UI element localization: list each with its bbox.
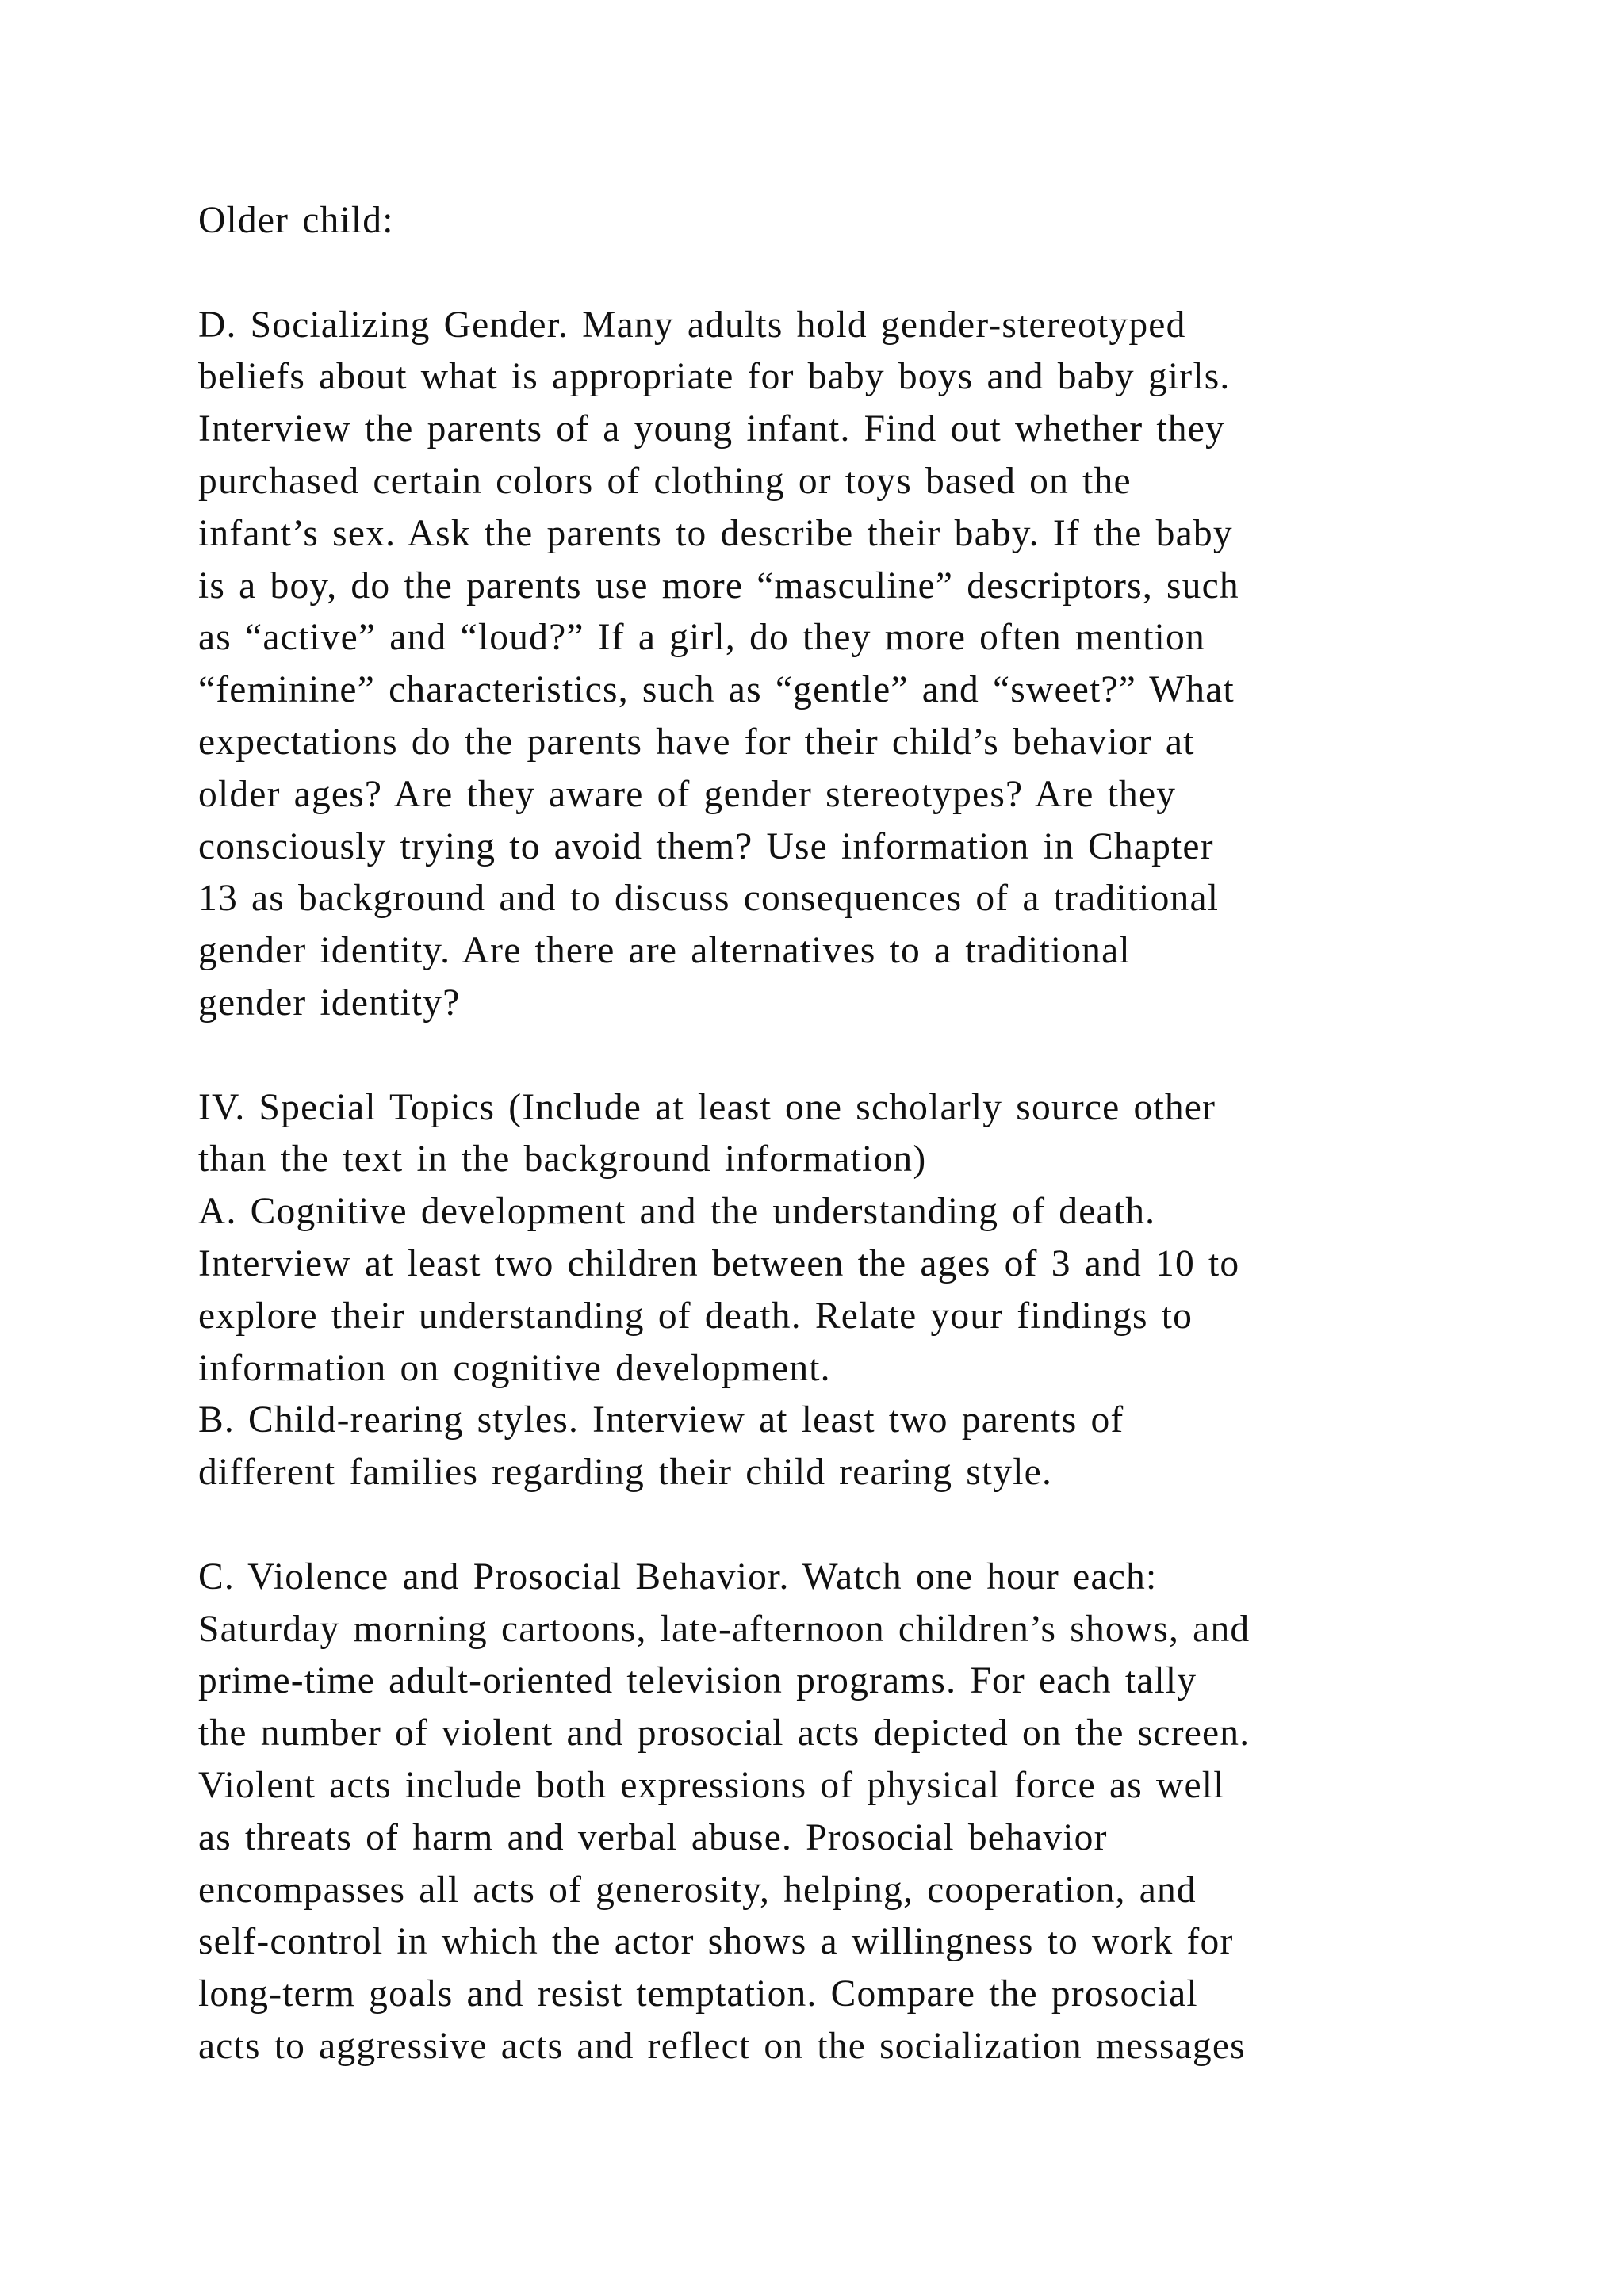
text-line: infant’s sex. Ask the parents to describe their baby. If the baby	[198, 512, 1233, 554]
document-body	[198, 195, 1483, 2073]
text-line: as “active” and “loud?” If a girl, do they more often mention	[198, 617, 1205, 659]
paragraph-spacer	[198, 1030, 1483, 1082]
section-a-understanding-of-death	[198, 1186, 1483, 1395]
text-line: gender identity. Are there are alternatives to a traditional	[198, 930, 1131, 972]
section-d-socializing-gender	[198, 300, 1483, 1030]
text-line: different families regarding their child rearing style.	[198, 1452, 1053, 1494]
text-line: A. Cognitive development and the understanding of death.	[198, 1191, 1156, 1233]
section-c-violence-prosocial	[198, 1552, 1483, 2073]
text-line: 13 as background and to discuss consequences of a traditional	[198, 878, 1220, 920]
text-line: encompasses all acts of generosity, helping, cooperation, and	[198, 1869, 1197, 1911]
section-iv-special-topics	[198, 1082, 1483, 1187]
text-line: explore their understanding of death. Relate your findings to	[198, 1295, 1193, 1337]
text-line: information on cognitive development.	[198, 1347, 831, 1389]
paragraph-spacer	[198, 247, 1483, 300]
text-line: C. Violence and Prosocial Behavior. Watch one hour each:	[198, 1556, 1158, 1598]
text-line: prime-time adult-oriented television programs. For each tally	[198, 1660, 1197, 1702]
text-line: consciously trying to avoid them? Use information in Chapter	[198, 825, 1214, 867]
section-heading-line: IV. Special Topics (Include at least one scholarly source other	[198, 1086, 1216, 1128]
text-line: older ages? Are they aware of gender stereotypes? Are they	[198, 773, 1177, 815]
text-line: Interview at least two children between the ages of 3 and 10 to	[198, 1242, 1240, 1284]
text-line: B. Child-rearing styles. Interview at least two parents of	[198, 1399, 1124, 1441]
text-line: acts to aggressive acts and reflect on the socialization messages	[198, 2025, 1246, 2067]
text-line: long-term goals and resist temptation. Compare the prosocial	[198, 1973, 1198, 2015]
text-line: purchased certain colors of clothing or toys based on the	[198, 460, 1132, 502]
text-line: D. Socializing Gender. Many adults hold gender-stereotyped	[198, 304, 1186, 346]
older-child-heading: Older child:	[198, 200, 394, 241]
text-line: as threats of harm and verbal abuse. Prosocial behavior	[198, 1816, 1108, 1858]
paragraph-spacer	[198, 1499, 1483, 1552]
text-line: the number of violent and prosocial acts depicted on the screen.	[198, 1712, 1251, 1755]
text-line: gender identity?	[198, 982, 461, 1024]
text-line: Violent acts include both expressions of physical force as well	[198, 1764, 1225, 1806]
text-line: Interview the parents of a young infant. Find out whether they	[198, 408, 1225, 450]
text-line: “feminine” characteristics, such as “gentle” and “sweet?” What	[198, 669, 1235, 711]
text-line: is a boy, do the parents use more “masculine” descriptors, such	[198, 564, 1239, 607]
text-line: beliefs about what is appropriate for baby boys and baby girls.	[198, 356, 1231, 398]
text-line: self-control in which the actor shows a willingness to work for	[198, 1921, 1234, 1963]
section-heading-line: than the text in the background information)	[198, 1138, 927, 1181]
section-b-child-rearing-styles	[198, 1395, 1483, 1499]
text-line: Saturday morning cartoons, late-afternoon children’s shows, and	[198, 1608, 1251, 1650]
text-line: expectations do the parents have for their child’s behavior at	[198, 721, 1195, 763]
